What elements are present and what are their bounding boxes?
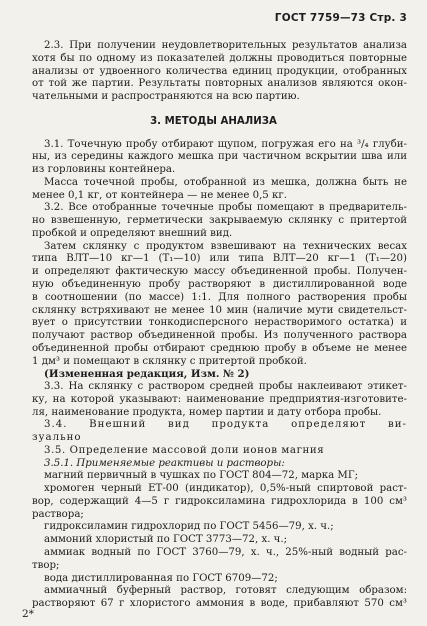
text-line: склянку встряхивают не менее 10 мин (наличие мути свидетельст- bbox=[32, 304, 407, 316]
text-line: объединенной пробы отбирают среднюю пробу в объеме не менее bbox=[32, 342, 407, 354]
text-line: аммиак водный по ГОСТ 3760—79, х. ч., 25%-ный водный рас- bbox=[44, 547, 407, 558]
text-line: и определяют фактическую массу объединенной пробы. Получен- bbox=[32, 266, 407, 278]
text-line: 2.3. При получении неудовлетворительных результатов анализа bbox=[44, 40, 407, 51]
text-line: аммиачный буферный раствор, готовят следующим образом: bbox=[44, 585, 407, 597]
text-line: зуально bbox=[32, 432, 82, 444]
text-line: твор; bbox=[32, 559, 60, 571]
text-line: 3.2. Все отобранные точечные пробы помещают в предваритель- bbox=[44, 202, 407, 214]
text-line: хотя бы по одному из показателей должны проводиться повторные bbox=[32, 52, 407, 64]
text-line: Масса точечной пробы, отобранной из мешка, должна быть не bbox=[44, 176, 407, 188]
page-header: ГОСТ 7759—73 Стр. 3 bbox=[274, 12, 407, 24]
text-line: растворяют 67 г хлористого аммония в воде, прибавляют 570 см³ bbox=[32, 598, 407, 609]
text-line: но взвешенную, герметически закрываемую склянку с притертой bbox=[32, 215, 407, 227]
amendment-note: (Измененная редакция, Изм. № 2) bbox=[44, 368, 250, 381]
section-heading: 3. МЕТОДЫ АНАЛИЗА bbox=[150, 115, 277, 127]
text-line: ную объединенную пробу растворяют в дистиллированной воде bbox=[32, 279, 407, 290]
text-line: пробкой и определяют внешний вид. bbox=[32, 227, 233, 239]
text-line: в соотношении (по массе) 1:1. Для полного растворения пробы bbox=[32, 291, 407, 303]
text-line: ны, из середины каждого мешка при частичном вскрытии шва или bbox=[32, 151, 407, 163]
text-line: получают раствор объединенной пробы. Из полученного раствора bbox=[32, 330, 407, 341]
text-line: магний первичный в чушках по ГОСТ 804—72, марка МГ; bbox=[44, 470, 359, 482]
text-line: 3.1. Точечную пробу отбирают щупом, погружая его на ³/₄ глуби- bbox=[44, 138, 407, 150]
text-line: вода дистиллированная по ГОСТ 6709—72; bbox=[44, 572, 278, 584]
text-line: гидроксиламин гидрохлорид по ГОСТ 5456—79, х. ч.; bbox=[44, 521, 334, 533]
text-line: типа ВЛТ—10 кг—1 (Т₁—10) или типа ВЛТ—20 кг—1 (Т₁—20) bbox=[32, 253, 407, 265]
text-line: Затем склянку с продуктом взвешивают на технических весах bbox=[44, 240, 407, 252]
subsection-title: 3.5.1. Применяемые реактивы и растворы: bbox=[44, 457, 285, 469]
text-line: вует о присутствии тонкодисперсного нерастворимого остатка) и bbox=[32, 317, 407, 329]
text-line: чательными и распространяются на всю партию. bbox=[32, 91, 300, 102]
subsection-heading: 3.5. Определение массовой доли ионов магния bbox=[44, 444, 325, 456]
text-line: ку, на которой указывают: наименование предприятия-изготовите- bbox=[32, 393, 407, 405]
text-line: 3.3. На склянку с раствором средней пробы наклеивают этикет- bbox=[44, 381, 407, 392]
text-line: из горловины контейнера. bbox=[32, 164, 176, 176]
text-line: вор, содержащий 4—5 г гидроксиламина гидрохлорида в 100 см³ bbox=[32, 495, 407, 507]
text-line: раствора; bbox=[32, 508, 84, 520]
text-line: от той же партии. Результаты повторных анализов являются окон- bbox=[32, 78, 407, 90]
text-line: 3.4. Внешний вид продукта определяют ви- bbox=[44, 419, 407, 431]
footer-mark: 2* bbox=[22, 608, 34, 620]
text-line: ля, наименование продукта, номер партии и дату отбора пробы. bbox=[32, 406, 382, 418]
text-line: анализы от удвоенного количества единиц продукции, отобранных bbox=[32, 65, 407, 77]
text-line: аммоний хлористый по ГОСТ 3773—72, х. ч.; bbox=[44, 534, 288, 546]
text-line: менее 0,1 кг, от контейнера — не менее 0,5 кг. bbox=[32, 189, 287, 201]
text-line: хромоген черный ЕТ-00 (индикатор), 0,5%-ный спиртовой раст- bbox=[44, 483, 407, 495]
text-line: 1 дм³ и помещают в склянку с притертой пробкой. bbox=[32, 355, 307, 367]
